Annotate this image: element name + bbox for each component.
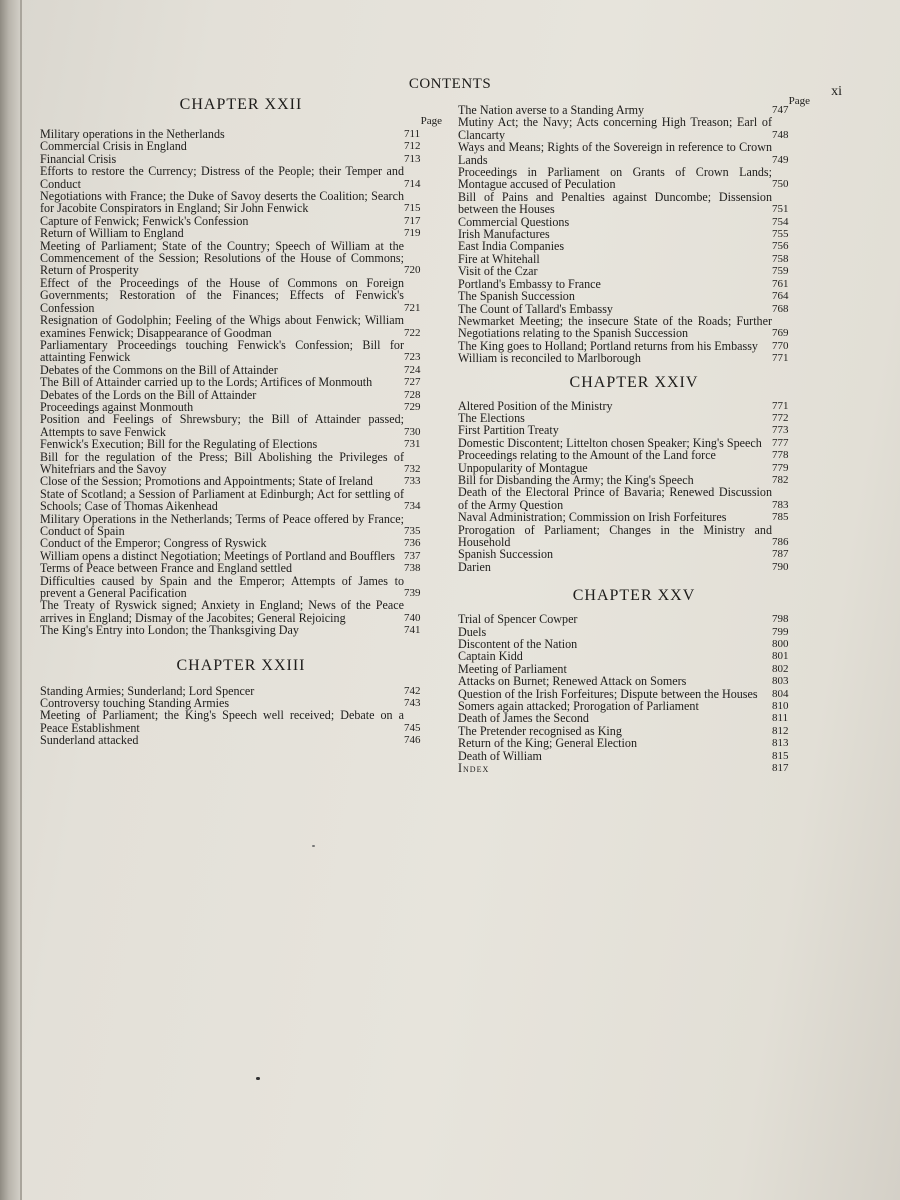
toc-list-ch25	[458, 613, 810, 774]
gutter-line	[20, 0, 22, 1200]
toc-entry-title: Index	[458, 761, 490, 776]
toc-entry-title: The Pretender recognised as King	[458, 723, 622, 738]
toc-entry	[40, 575, 442, 600]
toc-entry-title: Meeting of Parliament; the King's Speech well received; Debate on a Peace Establishment	[40, 708, 404, 735]
toc-entry-page: 729	[404, 400, 421, 413]
toc-entry-page: 745	[404, 721, 421, 734]
toc-entry-title: The King's Entry into London; the Thanksgiving Day	[40, 623, 299, 638]
toc-entry-page: 732	[404, 462, 421, 475]
toc-entry-title: First Partition Treaty	[458, 423, 559, 438]
toc-entry-title: Question of the Irish Forfeitures; Dispute between the Houses	[458, 686, 758, 701]
toc-entry-page: 720	[404, 264, 421, 277]
toc-entry-title: Captain Kidd	[458, 649, 523, 664]
toc-entry-page: 778	[772, 449, 789, 462]
toc-entry-page: 810	[772, 700, 789, 713]
toc-entry-page: 813	[772, 737, 789, 750]
toc-entry-title: Commercial Questions	[458, 214, 570, 229]
toc-entry-page: 714	[404, 177, 421, 190]
toc-list-ch22	[40, 128, 442, 637]
toc-entry-title: Bill for the regulation of the Press; Bill Abolishing the Privileges of Whitefriars and the Savoy	[40, 449, 404, 476]
toc-entry-title: Bill of Pains and Penalties against Duncombe; Dissension between the Houses	[458, 189, 772, 217]
toc-entry-page: 756	[772, 240, 789, 253]
toc-entry-title: Sunderland attacked	[40, 733, 139, 748]
toc-entry-title: Ways and Means; Rights of the Sovereign in reference to Crown Lands	[458, 140, 772, 167]
toc-entry	[40, 413, 442, 438]
toc-entry-title: Proceedings against Monmouth	[40, 399, 194, 414]
toc-entry	[458, 486, 810, 511]
toc-entry-page: 721	[404, 301, 421, 314]
toc-entry	[40, 513, 442, 538]
toc-entry	[40, 734, 442, 746]
toc-entry-page: 771	[772, 352, 789, 365]
toc-entry	[458, 449, 810, 461]
toc-entry-page: 712	[404, 140, 421, 153]
page-speck	[312, 845, 315, 847]
toc-entry-title: The King goes to Holland; Portland returns from his Embassy	[458, 338, 758, 353]
toc-entry-page: 743	[404, 697, 421, 710]
toc-entry-page: 782	[772, 473, 789, 486]
toc-entry-page: 785	[772, 511, 789, 524]
toc-entry-title: Controversy touching Standing Armies	[40, 696, 230, 711]
toc-entry-title: Proceedings in Parliament on Grants of Crown Lands; Montague accused of Peculation	[458, 165, 772, 192]
toc-entry-page: 728	[404, 388, 421, 401]
toc-entry-page: 717	[404, 214, 421, 227]
toc-entry	[458, 290, 810, 302]
toc-entry-page: 746	[404, 734, 421, 747]
page-title: CONTENTS	[408, 76, 492, 92]
toc-entry-title: Fire at Whitehall	[458, 251, 540, 266]
toc-entry-page: 751	[772, 203, 789, 216]
toc-entry-title: Irish Manufactures	[458, 227, 550, 242]
toc-entry-title: Terms of Peace between France and England settled	[40, 561, 293, 576]
toc-entry-page: 801	[772, 650, 789, 663]
chapter-heading-xxiii: CHAPTER XXIII	[176, 656, 306, 674]
toc-entry-title: Meeting of Parliament	[458, 661, 567, 676]
toc-entry-page: 800	[772, 638, 789, 651]
toc-entry	[458, 613, 810, 625]
toc-entry-title: Effect of the Proceedings of the House of Commons on Foreign Governments; Restoration of the Finances; Effects of Fenwick's Confession	[40, 275, 404, 315]
page-number: xi	[831, 84, 842, 99]
toc-entry-title: Financial Crisis	[40, 151, 117, 166]
toc-entry-title: Newmarket Meeting; the insecure State of the Roads; Further Negotiations relating to the Spanish Succession	[458, 313, 772, 341]
toc-entry-page: 770	[772, 339, 789, 352]
toc-entry	[458, 750, 810, 762]
toc-entry-title: The Spanish Succession	[458, 289, 575, 304]
toc-entry-page: 759	[772, 265, 789, 278]
toc-entry-page: 811	[772, 712, 789, 725]
toc-entry-page: 739	[404, 587, 421, 600]
toc-entry	[40, 376, 442, 388]
toc-entry-page: 741	[404, 624, 421, 637]
toc-entry	[458, 650, 810, 662]
toc-entry-title: State of Scotland; a Session of Parliament at Edinburgh; Act for settling of Schools; Case of Thomas Aikenhead	[40, 486, 404, 514]
toc-entry	[40, 165, 442, 190]
toc-entry	[458, 762, 810, 774]
toc-entry-title: Bill for Disbanding the Army; the King's Speech	[458, 472, 694, 487]
toc-entry-page: 758	[772, 252, 789, 265]
toc-entry	[40, 277, 442, 314]
toc-entry-page: 727	[404, 376, 421, 389]
toc-entry-page: 754	[772, 215, 789, 228]
toc-entry-title: William opens a distinct Negotiation; Meetings of Portland and Boufflers	[40, 548, 395, 563]
toc-entry-page: 779	[772, 461, 789, 474]
toc-list-ch23	[40, 685, 442, 747]
toc-entry-title: The Elections	[458, 410, 525, 425]
toc-entry-page: 740	[404, 611, 421, 624]
toc-entry-page: 722	[404, 326, 421, 339]
toc-entry-title: Return of William to England	[40, 226, 184, 241]
toc-entry-title: Portland's Embassy to France	[458, 276, 601, 291]
toc-entry-title: Debates of the Commons on the Bill of Attainder	[40, 362, 278, 377]
toc-entry-title: Resignation of Godolphin; Feeling of the Whigs about Fenwick; William examines Fenwick; Disappearance of Goodman	[40, 313, 404, 340]
toc-entry-page: 711	[404, 128, 421, 140]
toc-entry-page: 768	[772, 302, 789, 315]
toc-entry-page: 786	[772, 536, 789, 548]
toc-entry-title: Conduct of the Emperor; Congress of Ryswick	[40, 536, 267, 551]
toc-entry-title: Proceedings relating to the Amount of the Land force	[458, 448, 716, 463]
toc-entry-page: 747	[772, 104, 789, 116]
toc-entry-page: 761	[772, 277, 789, 290]
toc-entry-page: 799	[772, 625, 789, 638]
toc-entry	[458, 141, 810, 166]
toc-entry	[458, 166, 810, 191]
toc-entry	[40, 451, 442, 476]
toc-entry-title: William is reconciled to Marlborough	[458, 351, 641, 366]
toc-entry	[40, 438, 442, 450]
toc-entry	[40, 562, 442, 574]
toc-entry-page: 764	[772, 290, 789, 303]
right-column	[458, 96, 810, 775]
toc-entry-page: 742	[404, 684, 421, 697]
toc-entry-page: 736	[404, 537, 421, 550]
toc-entry-page: 738	[404, 562, 421, 575]
toc-entry	[40, 709, 442, 734]
toc-entry	[40, 240, 442, 277]
toc-entry-page: 737	[404, 549, 421, 562]
toc-entry-title: Spanish Succession	[458, 547, 554, 562]
toc-entry-title: Domestic Discontent; Littelton chosen Speaker; King's Speech	[458, 435, 762, 450]
toc-entry-title: Discontent of the Nation	[458, 637, 578, 652]
toc-entry-page: 790	[772, 560, 789, 573]
toc-entry-page: 783	[772, 498, 789, 511]
toc-entry-title: Duels	[458, 624, 487, 639]
toc-entry	[458, 424, 810, 436]
toc-entry	[458, 548, 810, 560]
toc-entry	[40, 227, 442, 239]
toc-entry-title: Meeting of Parliament; State of the Country; Speech of William at the Commencement of the Session; Resolutions of the House of Commons; Return of Prosperity	[40, 238, 404, 278]
toc-entry-title: Prorogation of Parliament; Changes in the Ministry and Household	[458, 522, 772, 549]
chapter-heading-xxv: CHAPTER XXV	[572, 587, 696, 605]
page-column-label: Page	[788, 95, 810, 107]
toc-entry-page: 715	[404, 202, 421, 215]
toc-entry	[40, 488, 442, 513]
toc-entry-title: Unpopularity of Montague	[458, 460, 588, 475]
toc-entry-page: 812	[772, 724, 789, 737]
toc-entry-page: 798	[772, 613, 789, 626]
toc-entry-title: Close of the Session; Promotions and Appointments; State of Ireland	[40, 474, 373, 489]
toc-entry	[40, 314, 442, 339]
toc-entry	[458, 191, 810, 216]
toc-entry-title: Death of the Electoral Prince of Bavaria; Renewed Discussion of the Army Question	[458, 485, 772, 512]
toc-entry-title: Parliamentary Proceedings touching Fenwick's Confession; Bill for attainting Fenwick	[40, 337, 404, 365]
toc-entry-page: 719	[404, 227, 421, 240]
toc-entry-title: Altered Position of the Ministry	[458, 398, 613, 413]
toc-entry	[458, 524, 810, 549]
toc-entry-page: 802	[772, 662, 789, 675]
toc-entry	[458, 352, 810, 364]
toc-entry-title: The Count of Tallard's Embassy	[458, 301, 613, 316]
toc-entry	[40, 624, 442, 636]
toc-entry-title: Mutiny Act; the Navy; Acts concerning High Treason; Earl of Clancarty	[458, 115, 772, 142]
toc-entry-title: Death of James the Second	[458, 711, 589, 726]
toc-entry-page: 769	[772, 327, 789, 340]
toc-entry-page: 804	[772, 687, 789, 700]
toc-entry	[458, 116, 810, 141]
toc-entry-title: Military operations in the Netherlands	[40, 127, 225, 141]
toc-entry	[458, 675, 810, 687]
book-spine	[0, 0, 22, 1200]
toc-entry-title: Position and Feelings of Shrewsbury; the Bill of Attainder passed; Attempts to save Fenwick	[40, 412, 404, 439]
toc-entry-title: Death of William	[458, 748, 542, 763]
toc-entry	[40, 537, 442, 549]
chapter-heading-xxiv: CHAPTER XXIV	[569, 373, 699, 391]
toc-entry-title: Negotiations with France; the Duke of Savoy deserts the Coalition; Search for Jacobite Conspirators in England; Sir John Fenwick	[40, 189, 404, 216]
toc-entry	[40, 599, 442, 624]
toc-entry-page: 733	[404, 475, 421, 488]
toc-entry-title: East India Companies	[458, 239, 565, 254]
toc-entry-page: 724	[404, 363, 421, 376]
toc-entry-page: 817	[772, 762, 789, 775]
toc-entry	[458, 315, 810, 340]
toc-entry-title: The Nation averse to a Standing Army	[458, 103, 645, 117]
toc-entry-page: 803	[772, 675, 789, 688]
toc-entry-page: 731	[404, 438, 421, 451]
left-column	[40, 96, 442, 747]
toc-entry-title: Naval Administration; Commission on Irish Forfeitures	[458, 510, 727, 525]
toc-list-ch23-continued	[458, 104, 810, 365]
toc-entry-title: Standing Armies; Sunderland; Lord Spencer	[40, 683, 255, 698]
toc-entry-page: 773	[772, 424, 789, 437]
toc-entry-page: 772	[772, 411, 789, 424]
toc-entry-title: Visit of the Czar	[458, 264, 538, 279]
toc-entry-page: 723	[404, 351, 421, 364]
toc-entry-page: 750	[772, 178, 789, 191]
toc-entry-title: Difficulties caused by Spain and the Emperor; Attempts of James to prevent a General Pacification	[40, 573, 404, 601]
toc-entry-title: Return of the King; General Election	[458, 736, 637, 751]
toc-entry-title: Commercial Crisis in England	[40, 139, 187, 154]
toc-entry	[40, 140, 442, 152]
toc-entry-title: Military Operations in the Netherlands; Terms of Peace offered by France; Conduct of Spain	[40, 511, 404, 538]
toc-entry-page: 815	[772, 749, 789, 762]
toc-entry-title: Darien	[458, 559, 491, 574]
toc-entry	[458, 737, 810, 749]
toc-entry-title: Efforts to restore the Currency; Distress of the People; their Temper and Conduct	[40, 164, 404, 191]
toc-entry-page: 787	[772, 548, 789, 561]
toc-entry-page: 713	[404, 152, 421, 165]
toc-entry-title: Capture of Fenwick; Fenwick's Confession	[40, 213, 249, 228]
toc-entry	[458, 240, 810, 252]
toc-entry-page: 749	[772, 153, 789, 166]
toc-entry-title: Somers again attacked; Prorogation of Parliament	[458, 699, 699, 714]
toc-entry-page: 777	[772, 436, 789, 449]
toc-list-ch24	[458, 400, 810, 574]
toc-entry-page: 771	[772, 399, 789, 412]
toc-entry-title: The Treaty of Ryswick signed; Anxiety in England; News of the Peace arrives in England; Dismay of the Jacobites; General Rejoicing	[40, 598, 404, 625]
toc-entry-title: The Bill of Attainder carried up to the Lords; Artifices of Monmouth	[40, 375, 373, 390]
toc-entry-page: 734	[404, 500, 421, 513]
toc-entry-title: Attacks on Burnet; Renewed Attack on Somers	[458, 674, 687, 689]
page-column-label: Page	[420, 115, 442, 127]
toc-entry-page: 730	[404, 425, 421, 438]
page-speck	[256, 1077, 260, 1080]
toc-entry	[40, 190, 442, 215]
toc-entry-title: Fenwick's Execution; Bill for the Regulating of Elections	[40, 437, 318, 452]
toc-entry	[40, 475, 442, 487]
toc-entry-title: Debates of the Lords on the Bill of Attainder	[40, 387, 257, 402]
toc-entry	[40, 339, 442, 364]
toc-entry-page: 735	[404, 525, 421, 537]
toc-entry	[458, 561, 810, 573]
toc-entry	[458, 511, 810, 523]
toc-entry	[458, 712, 810, 724]
chapter-heading-xxii: CHAPTER XXII	[179, 96, 303, 113]
toc-entry-page: 748	[772, 128, 789, 141]
toc-entry-page: 755	[772, 228, 789, 241]
toc-entry-title: Trial of Spencer Cowper	[458, 612, 578, 627]
toc-entry	[458, 265, 810, 277]
